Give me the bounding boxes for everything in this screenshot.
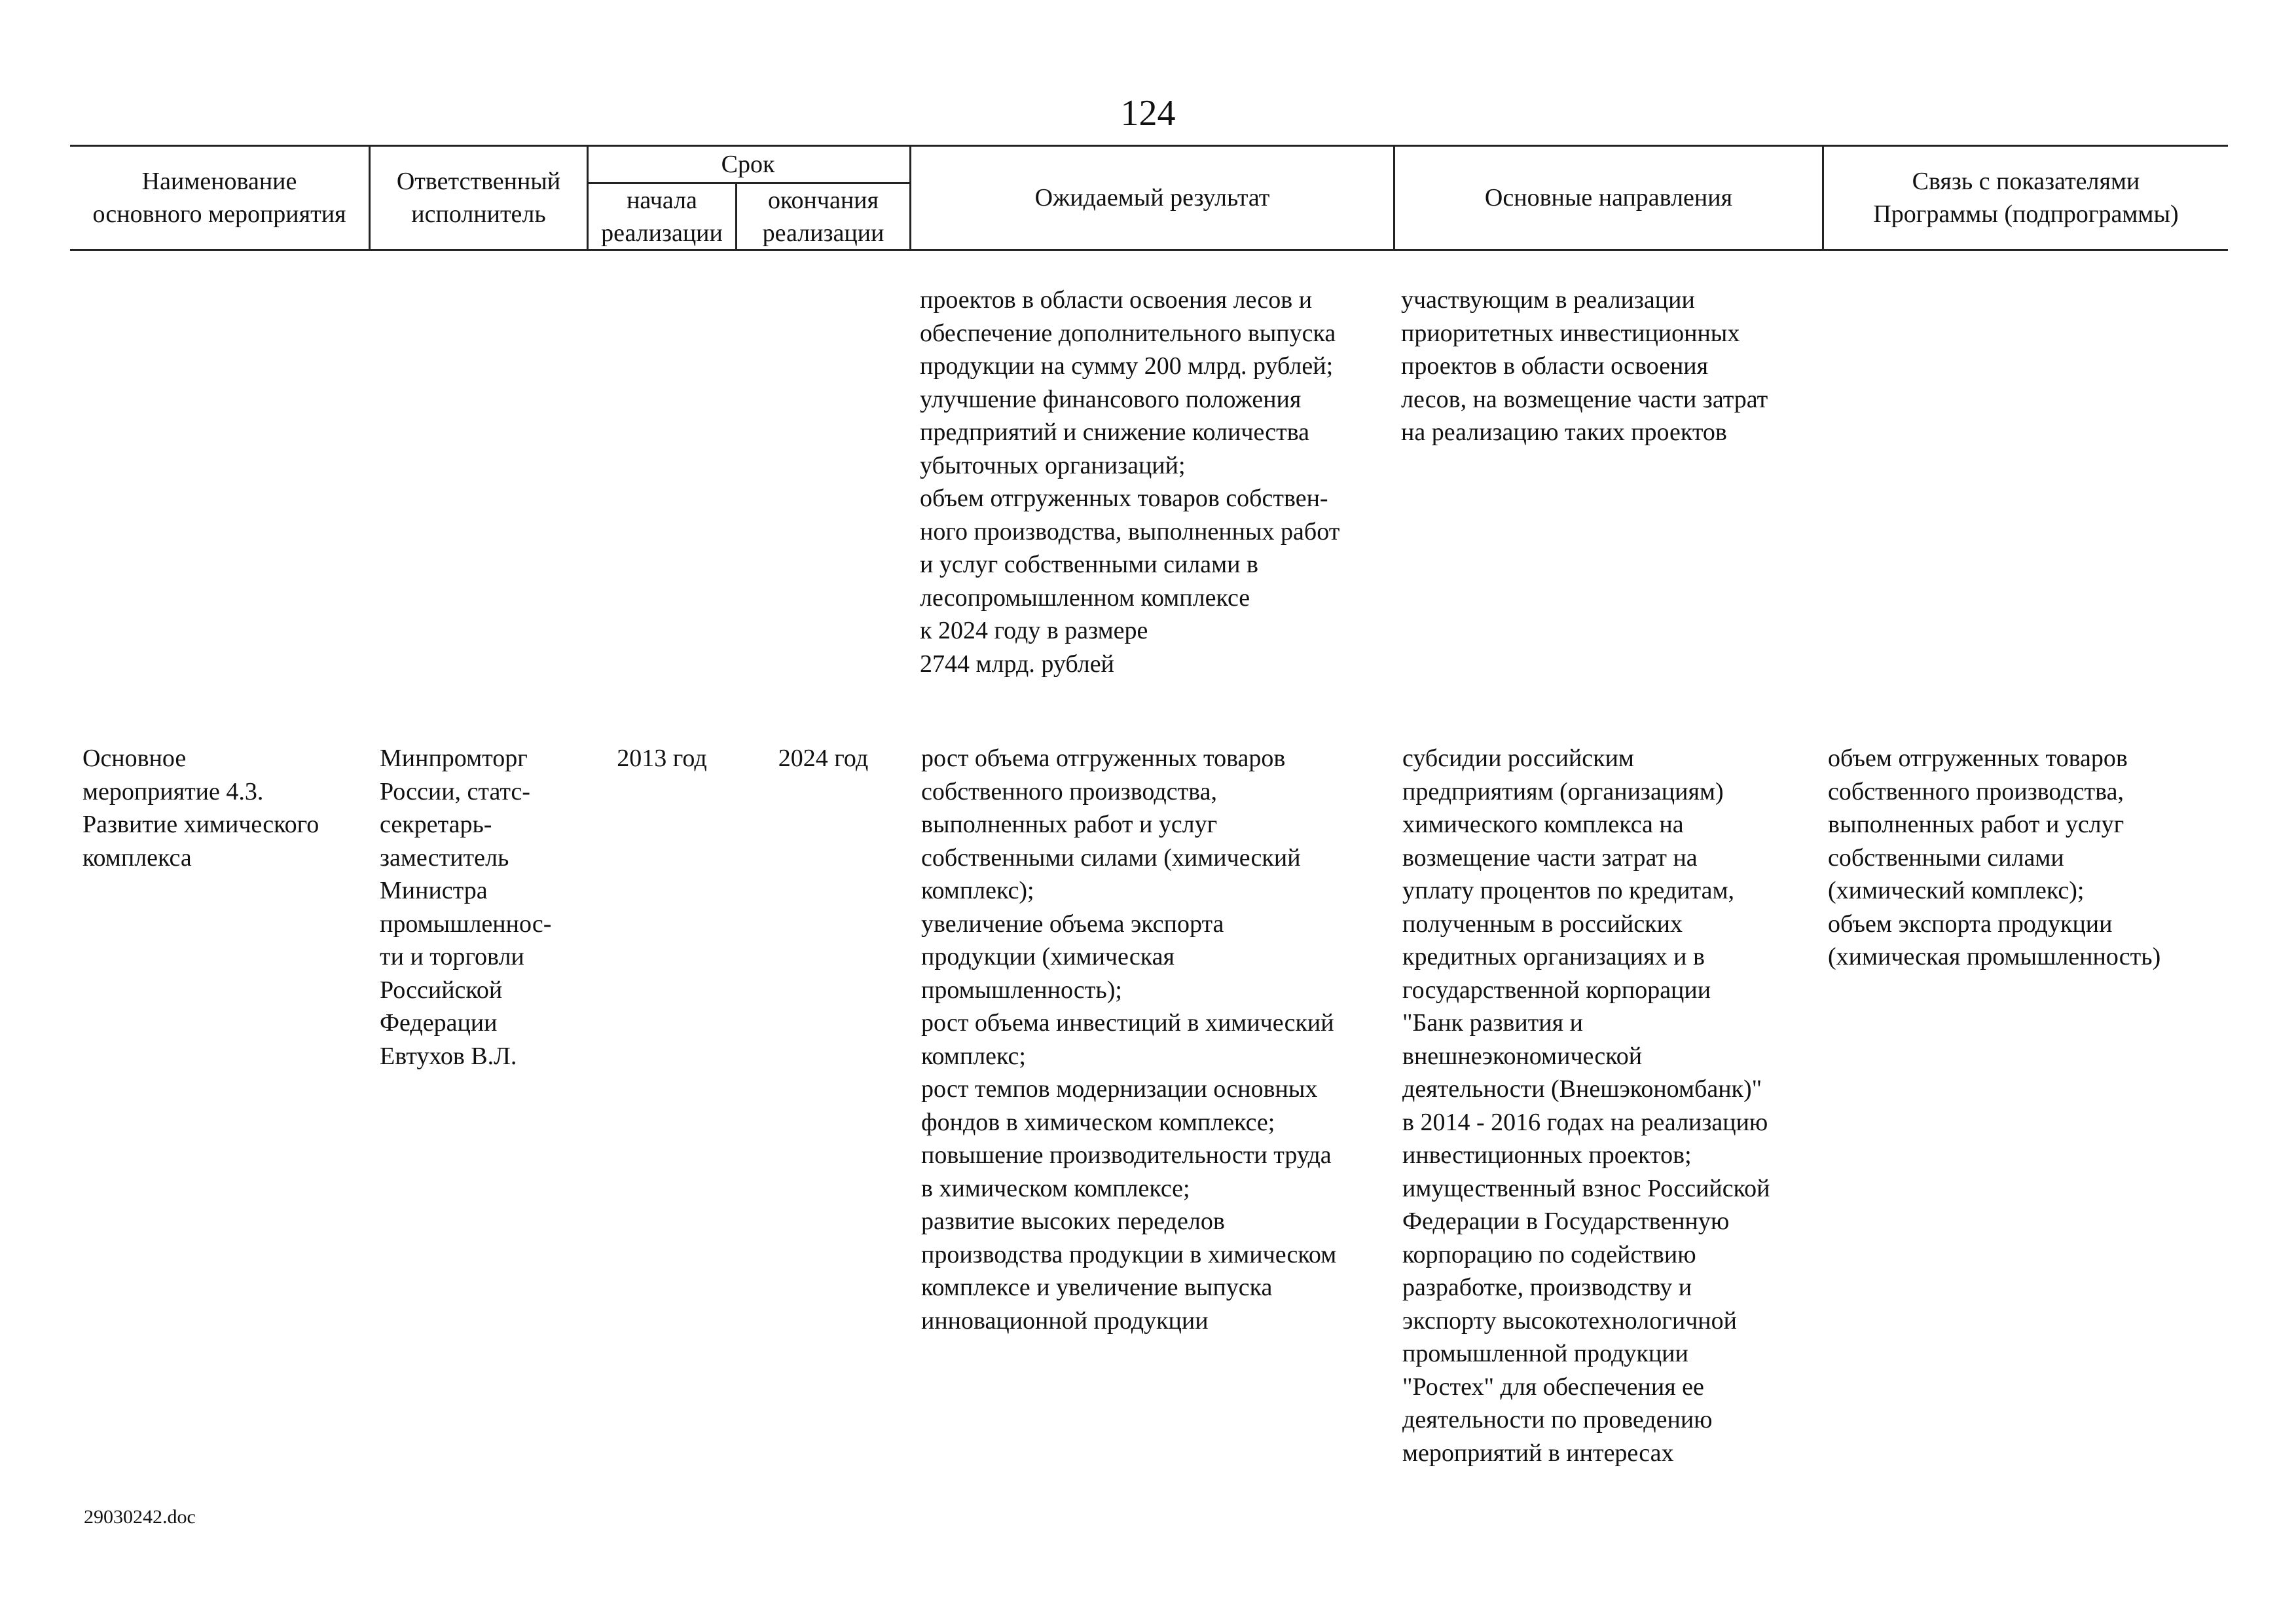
row2-result: рост объема отгруженных товаров собственного производства, выполненных работ и услуг собственными силами (химический комплекс); увеличение объема экспорта продукции (химическая промышленность); рост объема инвестиций в химический комплекс; рост темпов модернизации основных фондов в химическом комплексе; повышение производительности труда в химическом комплексе; развитие высоких переделов производства продукции в химическом комплексе и увеличение выпуска инновационной продукции <box>921 745 1337 1335</box>
row1-directions: участвующим в реализации приоритетных инвестиционных проектов в области освоения лесов, на возмещение части затрат на реализацию таких проектов <box>1401 286 1768 446</box>
page-number: 124 <box>1120 93 1176 134</box>
header-start: начала реализации <box>601 186 723 247</box>
header-name: Наименование основного мероприятия <box>92 168 346 228</box>
header-term: Срок <box>721 151 775 178</box>
header-link: Связь с показателями Программы (подпрограммы) <box>1873 168 2179 228</box>
row2-end: 2024 год <box>778 745 869 772</box>
row2-start: 2013 год <box>617 745 707 772</box>
header-result: Ожидаемый результат <box>1034 184 1270 212</box>
row2-directions: субсидии российским предприятиям (организациям) химического комплекса на возмещение части затрат на уплату процентов по кредитам, полученным в российских кредитных организациях и в государственной корпорации "Банк развития и внешнеэкономической деятельности (Внешэкономбанк)" в 2014 - 2016 годах на реализацию инвестиционных проектов; имущественный взнос Российской Федерации в Государственную корпорацию по содействию разработке, производству и экспорту высокотехнологичной промышленной продукции "Ростех" для обеспечения ее деятельности по проведению мероприятий в интересах <box>1402 745 1770 1467</box>
table-header <box>70 145 2228 251</box>
header-executor: Ответственный исполнитель <box>396 168 561 228</box>
row2-executor: Минпромторг России, статс- секретарь- заместитель Министра промышленнос- ти и торговли Российской Федерации Евтухов В.Л. <box>380 745 552 1070</box>
header-end: окончания реализации <box>762 186 884 247</box>
row1-result: проектов в области освоения лесов и обеспечение дополнительного выпуска продукции на сумму 200 млрд. рублей; улучшение финансового положения предприятий и снижение количества убыточных организаций; объем отгруженных товаров собствен- ного производства, выполненных работ и услуг собственными силами в лесопромышленном комплексе к 2024 году в размере 2744 млрд. рублей <box>920 286 1340 678</box>
header-directions: Основные направления <box>1484 184 1733 212</box>
row2-name: Основное мероприятие 4.3. Развитие химического комплекса <box>82 745 319 872</box>
footer-filename: 29030242.doc <box>84 1506 196 1528</box>
row2-link: объем отгруженных товаров собственного производства, выполненных работ и услуг собственными силами (химический комплекс); объем экспорта продукции (химическая промышленность) <box>1828 745 2161 970</box>
